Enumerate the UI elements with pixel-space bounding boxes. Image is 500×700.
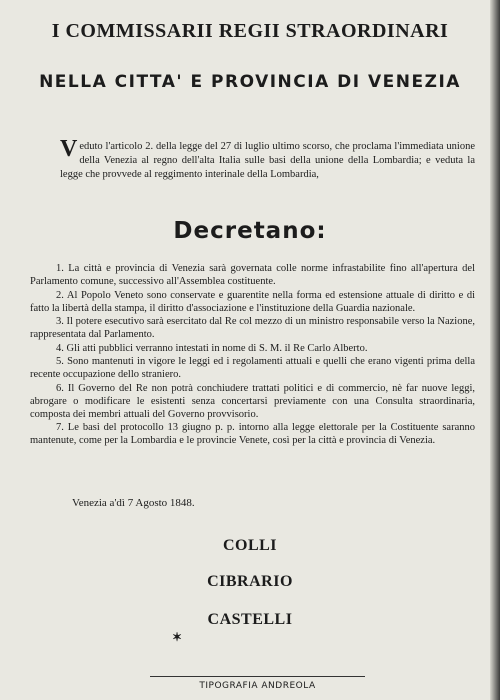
- article-5: 5. Sono mantenuti in vigore le leggi ed i regolamenti attuali e quelli che erano vigenti prima della recente occupazione dello straniero.: [30, 356, 475, 380]
- signature-cibrario: CIBRARIO: [207, 573, 293, 590]
- intro-paragraph: [60, 136, 475, 182]
- title-venice: NELLA CITTA' E PROVINCIA DI VENEZIA: [39, 72, 461, 92]
- printer-rule: [150, 676, 365, 677]
- article-7: 7. Le basi del protocollo 13 giugno p. p. intorno alla legge elettorale per la Costituente saranno mantenute, come per la Lombardia e le provincie Venete, così per la città e provincia di Venezia.: [30, 422, 475, 446]
- signature-colli: COLLI: [222, 537, 278, 554]
- article-2: 2. Al Popolo Veneto sono conservate e guarentite nella forma ed estensione attuale di diritto e di fatto la libertà della stampa, il diritto d'associazione e l'instituzione della Guardia nazionale.: [30, 289, 475, 314]
- article-4: 4. Gli atti pubblici verranno intestati in nome di S. M. il Re Carlo Alberto.: [56, 342, 368, 354]
- date-line: Venezia a'dì 7 Agosto 1848.: [72, 497, 195, 509]
- title-commissioners: I COMMISSARII REGII STRAORDINARI: [51, 20, 449, 42]
- article-1: 1. La città e provincia di Venezia sarà governata colle norme infrastabilite fino all'apertura del Parlamento comune, successivo all'Assemblea costituente.: [30, 263, 475, 287]
- ink-mark-icon: ✶: [172, 630, 183, 644]
- intro-dropcap: V: [60, 136, 78, 162]
- signature-castelli: CASTELLI: [207, 611, 293, 628]
- article-6: 6. Il Governo del Re non potrà conchiudere trattati politici e di commercio, nè far nuove leggi, abrogare o modificare le esistenti senza concertarsi previamente con una Consulta straordinaria, composta dei membri attuali del Governo provvisorio.: [30, 382, 475, 420]
- article-list: [30, 262, 475, 448]
- page-edge-shadow: [490, 0, 500, 700]
- article-3: 3. Il potere esecutivo sarà esercitato dal Re col mezzo di un ministro responsabile verso la Nazione, rappresentata dal Parlamento.: [30, 316, 475, 340]
- intro-text: eduto l'articolo 2. della legge del 27 di luglio ultimo scorso, che proclama l'immediata unione della Venezia al regno dell'alta Italia sulle basi della unione della Lombardia; e veduta la legge che provvede al reggimento interinale della Lombardia,: [60, 141, 475, 180]
- printer-imprint: TIPOGRAFIA ANDREOLA: [199, 681, 316, 691]
- decree-heading: Decretano:: [173, 218, 327, 244]
